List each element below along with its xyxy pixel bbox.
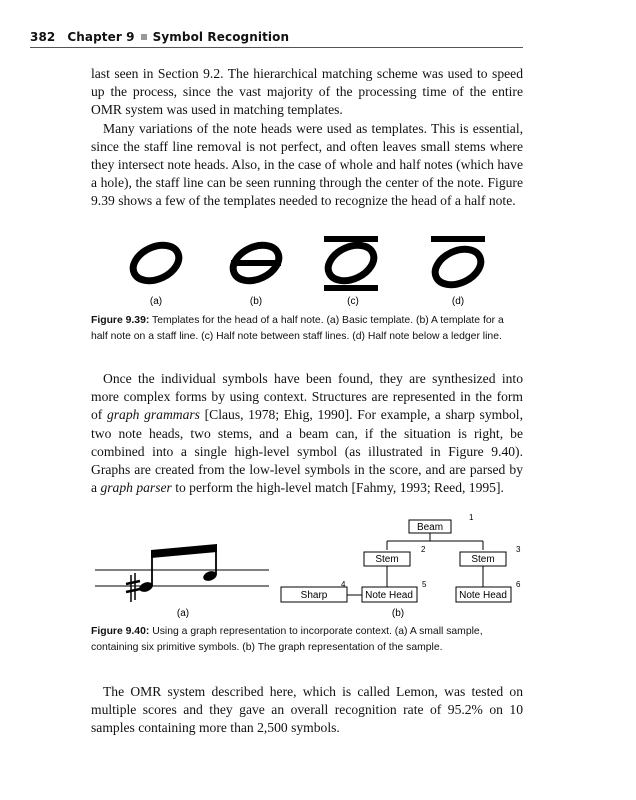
figure-9-40 bbox=[91, 510, 523, 620]
header-rule bbox=[30, 47, 523, 48]
node-number-3: 3 bbox=[516, 545, 521, 554]
node-number-4: 4 bbox=[341, 580, 346, 589]
template-b-notehead bbox=[227, 238, 284, 287]
figure-9-40-caption bbox=[91, 624, 523, 656]
page-number: 382 bbox=[30, 30, 56, 44]
template-d-notehead bbox=[429, 236, 486, 292]
node-number-1: 1 bbox=[469, 513, 474, 522]
template-a-notehead bbox=[127, 238, 184, 287]
body-text-middle bbox=[91, 370, 523, 497]
graph bbox=[281, 513, 521, 602]
label-b: (b) bbox=[391, 608, 405, 619]
paragraph-3: Once the individual symbols have been found, they are synthesized into more complex forms by using context. Structures are represented in the form of graph grammars [Claus, 1978; Ehig, 1990]. For example, a sharp symbol, two note heads, two stems, and a beam can, if the situation is right, be combined into a single high-level symbol (as illustrated in Figure 9.40). Graphs are created from the low-level symbols in the score, and are parsed by a graph parser to perform the high-level match [Fahmy, 1993; Reed, 1995]. bbox=[91, 371, 523, 496]
paragraph-2: Many variations of the note heads were used as templates. This is essential, since the staff line removal is not perfect, and often leaves small stems where they intersect note heads. Also, in the case of whole and half notes (which have a hole), the staff line can be seen running through the center of the note. Figure 9.39 shows a few of the templates needed to recognize the head of a half note. bbox=[91, 120, 523, 209]
beam bbox=[151, 544, 217, 558]
node-note-head-right-label: Note Head bbox=[459, 590, 507, 601]
header-separator bbox=[141, 34, 147, 40]
caption-label: Figure 9.40: bbox=[91, 626, 150, 637]
paragraph-4: The OMR system described here, which is called Lemon, was tested on multiple scores and they gave an overall recognition rate of 95.2% on 10 samples containing more than 2,500 symbols. bbox=[91, 684, 523, 736]
body-text-bottom bbox=[91, 683, 523, 738]
node-beam-label: Beam bbox=[416, 522, 444, 533]
node-number-6: 6 bbox=[516, 580, 521, 589]
label-c: (c) bbox=[347, 296, 359, 307]
node-number-2: 2 bbox=[421, 545, 426, 554]
section-label: Symbol Recognition bbox=[152, 30, 290, 44]
node-stem-left-label: Stem bbox=[375, 554, 399, 565]
figure-9-39 bbox=[91, 230, 523, 310]
template-c-notehead bbox=[322, 236, 379, 291]
running-header bbox=[30, 30, 289, 44]
paragraph-1: last seen in Section 9.2. The hierarchical matching scheme was used to speed up the process, since the vast majority of the processing time of the entire OMR system was used in matching templates. bbox=[91, 66, 523, 118]
node-note-head-left-label: Note Head bbox=[365, 590, 413, 601]
caption-text: Using a graph representation to incorporate context. (a) A small sample, containing six primitive symbols. (b) The graph representation of the sample. bbox=[91, 626, 483, 653]
node-stem-right-label: Stem bbox=[471, 554, 495, 565]
caption-text: Templates for the head of a half note. (a) Basic template. (b) A template for a half note on a staff line. (c) Half note between staff lines. (d) Half note below a ledger line. bbox=[91, 315, 504, 342]
emphasis-graph-grammars: graph grammars bbox=[106, 407, 200, 423]
label-d: (d) bbox=[451, 296, 465, 307]
music-sample bbox=[95, 544, 269, 602]
label-a: (a) bbox=[149, 296, 163, 307]
node-number-5: 5 bbox=[422, 580, 427, 589]
body-text-top bbox=[91, 65, 523, 211]
emphasis-graph-parser: graph parser bbox=[100, 480, 172, 496]
chapter-label: Chapter 9 bbox=[67, 30, 135, 44]
figure-9-39-caption bbox=[91, 313, 523, 345]
caption-label: Figure 9.39: bbox=[91, 315, 150, 326]
label-a: (a) bbox=[176, 608, 190, 619]
sharp-symbol bbox=[126, 573, 140, 602]
label-b: (b) bbox=[249, 296, 263, 307]
node-sharp-label: Sharp bbox=[300, 590, 328, 601]
